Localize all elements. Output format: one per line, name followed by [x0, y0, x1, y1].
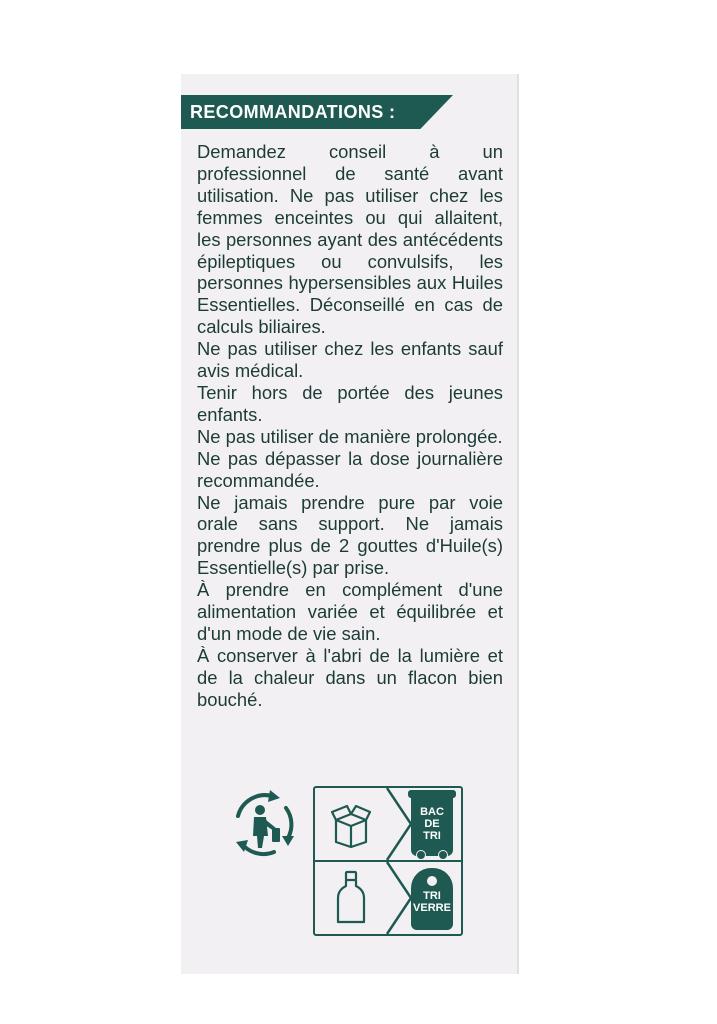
bin-label — [411, 806, 453, 842]
bin-label-line: DE — [424, 818, 440, 830]
paragraph: Ne jamais prendre pure par voie orale sans support. Ne jamais prendre plus de 2 gouttes d'Huile(s) Essentielle(s) par prise. — [197, 491, 503, 579]
paragraph: Ne pas dépasser la dose journalière recommandée. — [197, 447, 503, 491]
glass-label-line: VERRE — [413, 902, 451, 914]
bin-wheel — [438, 850, 448, 860]
paragraph: Ne pas utiliser de manière prolongée. — [197, 425, 503, 447]
glass-bin-icon — [411, 868, 453, 930]
glass-label-line: TRI — [423, 890, 441, 902]
bin-label-line: TRI — [423, 830, 441, 842]
paragraph: Tenir hors de portée des jeunes enfants. — [197, 381, 503, 425]
bin-opening — [427, 876, 437, 886]
paragraph: À conserver à l'abri de la lumière et de la chaleur dans un flacon bien bouché. — [197, 644, 503, 710]
panel-edge — [517, 74, 519, 974]
bin-lid — [408, 790, 456, 798]
banner-title: RECOMMANDATIONS : — [190, 102, 396, 122]
cardboard-box-icon — [330, 800, 372, 848]
glass-bin-label — [411, 890, 453, 914]
paragraph: À prendre en complément d'une alimentation variée et équilibrée et d'un mode de vie sain. — [197, 579, 503, 644]
recommendations-text — [197, 141, 503, 711]
triman-icon — [226, 786, 302, 862]
sorting-bin-icon — [411, 794, 453, 856]
bottle-icon — [334, 870, 368, 926]
paragraph: Ne pas utiliser chez les enfants sauf avis médical. — [197, 338, 503, 382]
paragraph: Demandez conseil à un professionnel de santé avant utilisation. Ne pas utiliser chez les femmes enceintes ou qui allaitent, les personnes ayant des antécédents épileptiques ou convulsifs, les personnes hypersensibles aux Huiles Essentielles. Déconseillé en cas de calculs biliaires. — [197, 141, 503, 338]
bin-wheel — [416, 850, 426, 860]
bin-label-line: BAC — [420, 806, 444, 818]
